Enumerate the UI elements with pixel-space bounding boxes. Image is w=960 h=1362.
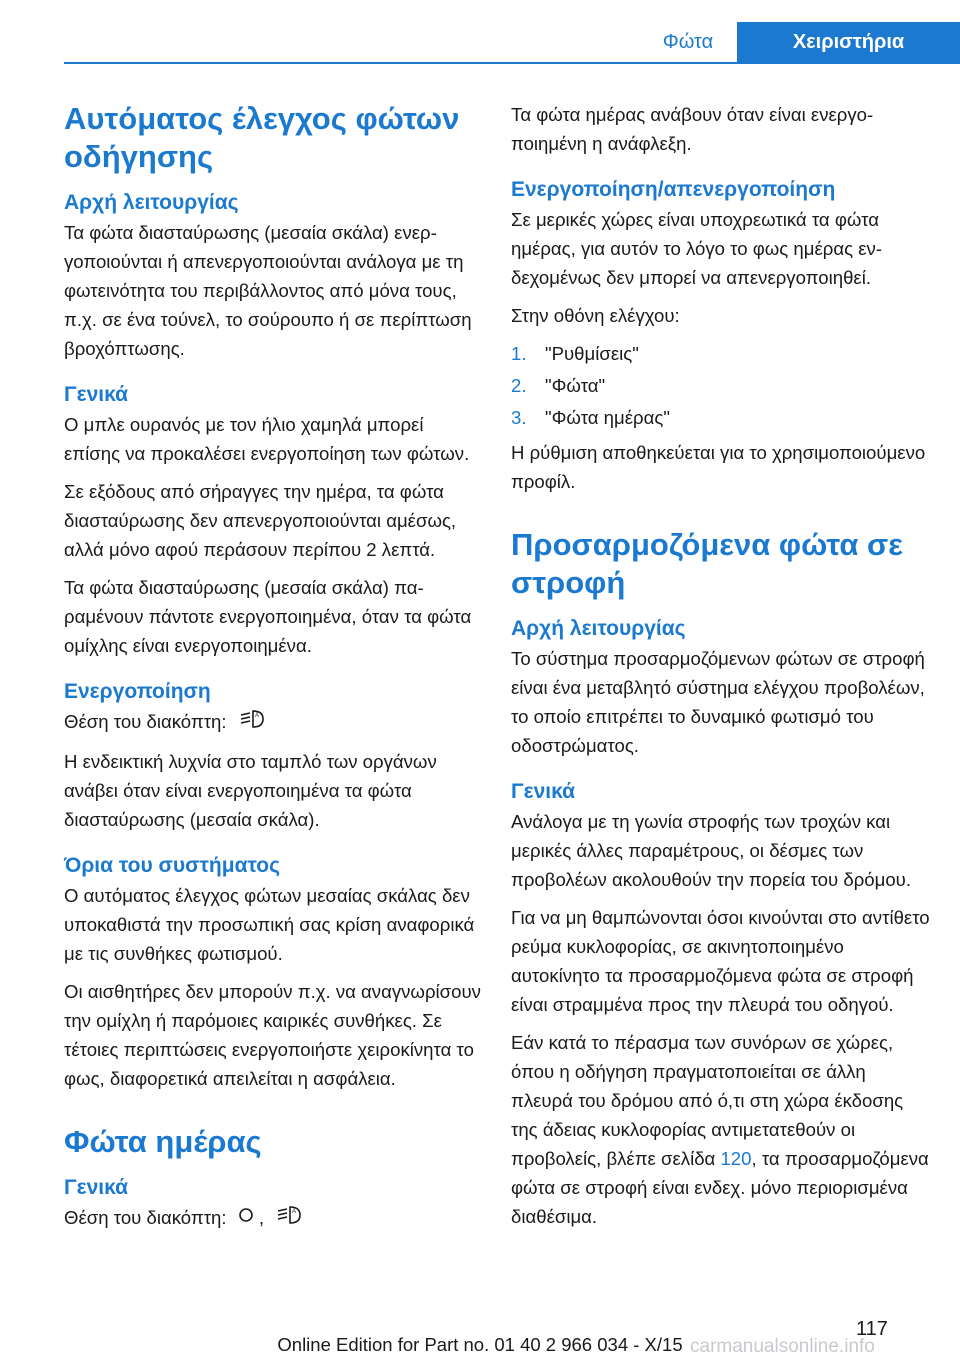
paragraph-adaptive-3-text-b: , τα προσαρμοζόμενα φώτα σε στροφή είναι ενδεχ. μόνο περιορισμένα διαθέσιμα. [511, 1148, 929, 1227]
paragraph-switch-position [64, 707, 482, 738]
list-item [511, 371, 931, 400]
svg-text:A: A [254, 713, 259, 720]
paragraph-adaptive-2: Για να μη θαμπώνονται όσοι κινούνται στο αντίθετο ρεύμα κυκλοφορίας, σε ακινητοποιημένο αυτοκίνητο τα προσαρμοζόμενα φώτα σε στροφή είναι στραμμένα προς την πλευρά του οδηγού. [511, 907, 930, 1015]
page-number: 117 [856, 1318, 888, 1340]
page-reference-link[interactable]: 120 [720, 1148, 752, 1169]
header-tab-controls[interactable]: Χειριστήρια [737, 22, 960, 62]
list-item [511, 403, 931, 432]
left-column [64, 100, 482, 1243]
paragraph-activation: Η ενδεικτική λυχνία στο ταμπλό των οργάνων ανάβει όταν είναι ενεργοποιημένα τα φώτα διασταύρωσης (μεσαία σκάλα). [64, 751, 437, 831]
list-item [511, 339, 931, 368]
paragraph-general-2: Σε εξόδους από σήραγγες την ημέρα, τα φώτα διασταύρωσης δεν απενεργοποιούνται αμέσως, αλλά μόνο αφού περάσουν περίπου 2 λεπτά. [64, 481, 457, 560]
heading-auto-headlight-control: Αυτόματος έλεγχος φώτων οδήγησης [64, 101, 460, 174]
paragraph-adaptive-1: Ανάλογα με τη γωνία στροφής των τροχών και μερικές άλλες παραμέτρους, οι δέσμες των προβολέων ακολουθούν την πορεία του δρόμου. [511, 811, 912, 890]
paragraph-adaptive-3 [511, 1028, 931, 1231]
subheading-general-adaptive: Γενικά [511, 780, 576, 803]
paragraph-general-1: Ο μπλε ουρανός με τον ήλιο χαμηλά μπορεί επίσης να προκαλέσει ενεργοποίηση των φώτων. [64, 414, 470, 464]
paragraph-limits-1: Ο αυτόματος έλεγχος φώτων μεσαίας σκάλας δεν υποκαθιστά την προσωπική σας κρίση αναφορικά με τις συνθήκες φωτισμού. [64, 885, 475, 965]
right-column [511, 100, 931, 1240]
subheading-general-day: Γενικά [64, 1176, 129, 1200]
switch-separator: , [258, 1207, 265, 1229]
heading-daytime-lights: Φώτα ημέρας [64, 1124, 262, 1160]
subheading-activation: Ενεργοποίηση [64, 680, 211, 703]
paragraph-day-lights-on: Τα φώτα ημέρας ανάβουν όταν είναι ενεργοποιημένη η ανάφλεξη. [511, 104, 874, 154]
subheading-principle-adaptive: Αρχή λειτουργίας [511, 617, 686, 640]
header-tab-lights[interactable]: Φώτα [662, 31, 714, 53]
auto-headlight-icon [238, 708, 268, 738]
switch-off-icon [238, 1204, 254, 1234]
step-number: 2. [511, 375, 527, 396]
subheading-general: Γενικά [64, 383, 129, 406]
subheading-principle: Αρχή λειτουργίας [64, 191, 239, 214]
paragraph-control-display: Στην οθόνη ελέγχου: [511, 305, 680, 326]
heading-adaptive-headlights: Προσαρμοζόμενα φώτα σε στροφή [511, 527, 903, 600]
paragraph-adaptive-3-text-a: Εάν κατά το πέρασμα των συνόρων σε χώρες, όπου η οδήγηση πραγματοποιείται σε άλλη πλευρά του δρόμου από ό,τι στη χώρα έκδοσης της άδειας κυκλοφορίας αντιμετατεθούν οι προβολείς, βλέπε σελίδα [511, 1032, 904, 1169]
subheading-on-off: Ενεργοποίηση/απενεργοποίηση [511, 178, 836, 201]
paragraph-setting-saved: Η ρύθμιση αποθηκεύεται για το χρησιμοποιούμενο προφίλ. [511, 442, 926, 492]
paragraph-switch-position-day [64, 1203, 482, 1234]
step-text: "Ρυθμίσεις" [545, 343, 639, 364]
switch-position-day-label: Θέση του διακόπτη: [64, 1207, 227, 1229]
step-text: "Φώτα ημέρας" [545, 407, 670, 428]
step-number: 1. [511, 343, 527, 364]
paragraph-principle-adaptive: Το σύστημα προσαρμοζόμενων φώτων σε στροφή είναι ένα μεταβλητό σύστημα ελέγχου προβολέων, το οποίο επιτρέπει το δυναμικό φωτισμό του οδοστρώματος. [511, 648, 925, 756]
step-text: "Φώτα" [545, 375, 606, 396]
switch-position-label: Θέση του διακόπτη: [64, 711, 227, 732]
paragraph-on-off: Σε μερικές χώρες είναι υποχρεωτικά τα φώτα ημέρας, για αυτόν το λόγο το φως ημέρας ενδεχομένως δεν μπορεί να απενεργοποιηθεί. [511, 209, 882, 288]
steps-list [511, 339, 931, 432]
watermark: carmanualsonline.info [690, 1336, 875, 1357]
paragraph-general-3: Τα φώτα διασταύρωσης (μεσαία σκάλα) παραμένουν πάντοτε ενεργοποιημένα, όταν τα φώτα ομίχλης είναι ενεργοποιημένα. [64, 577, 472, 656]
subheading-system-limits: Όρια του συστήματος [64, 854, 281, 878]
svg-text:A: A [292, 1209, 297, 1216]
footer-edition: Online Edition for Part no. 01 40 2 966 034 - X/15 [277, 1334, 683, 1355]
paragraph-limits-2: Οι αισθητήρες δεν μπορούν π.χ. να αναγνωρίσουν την ομίχλη ή παρόμοιες καιρικές συνθήκες. Σε τέτοιες περιπτώσεις ενεργοποιήστε χειροκίνητα το φως, διαφορετικά απειλείται η ασφάλεια. [64, 981, 481, 1090]
auto-headlight-icon [275, 1204, 305, 1234]
step-number: 3. [511, 407, 527, 428]
paragraph-principle: Τα φώτα διασταύρωσης (μεσαία σκάλα) ενεργοποιούνται ή απενεργοποιούνται ανάλογα με τη φωτεινότητα του περιβάλλοντος από μόνα τους, π.χ. σε ένα τούνελ, το σούρουπο ή σε περίπτωση βροχόπτωσης. [64, 222, 472, 359]
header-rule [64, 62, 960, 64]
